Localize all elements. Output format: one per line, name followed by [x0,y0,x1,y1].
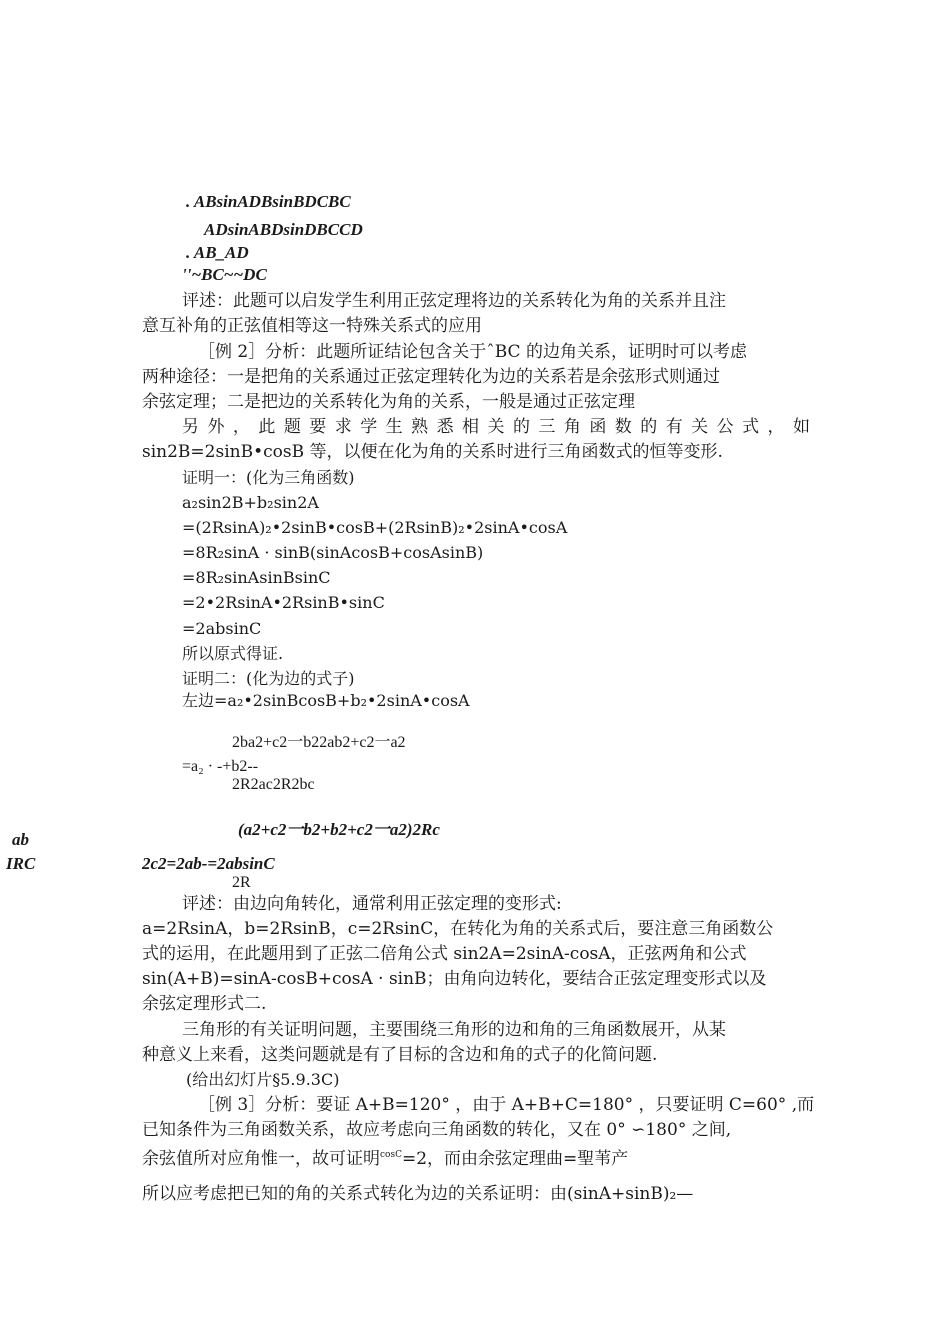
proof1-step6: =2absinC [182,619,262,638]
example3-line3-text-b: =2，而由余弦定理曲=聖苇产 [401,1149,629,1169]
proof1-step5: =2•2RsinA•2RsinB•sinC [182,593,385,612]
proof2-equation: 2c2=2ab-=2absinC [142,854,275,873]
example2-line4: 另 外 ， 此 题 要 求 学 生 熟 悉 相 关 的 三 角 函 数 的 有 关 公 式 ， 如 [182,417,810,437]
example2-line3: 余弦定理；二是把边的关系转化为角的关系，一般是通过正弦定理 [142,392,635,412]
proof1-step1: a₂sin2B+b₂sin2A [182,493,319,512]
proof2-fraction-middle: =a₂ · -+b2-- [182,758,259,775]
example3-line2: 已知条件为三角函数关系，故应考虑向三角函数的转化，又在 0° ∽180° 之间, [142,1120,732,1140]
proof2-fraction-numerator: 2ba2+c2一b22ab2+c2一a2 [232,734,406,751]
review2-line1: 评述：由边向角转化，通常利用正弦定理的变形式: [182,894,562,914]
proof1-step2: =(2RsinA)₂•2sinB•cosB+(2RsinB)₂•2sinA•cosA [182,518,568,537]
paragraph3-line1: 三角形的有关证明问题，主要围绕三角形的边和角的三角函数展开，从某 [182,1020,726,1040]
proof1-title: 证明一：(化为三角函数) [182,468,355,487]
proof2-title: 证明二：(化为边的式子) [182,669,355,688]
formula-line-4: ''~BC~~DC [182,265,267,284]
review2-line5: 余弦定理形式二. [142,994,267,1014]
example3-line3-text-a: 余弦值所对应角惟一，故可证明 [142,1149,380,1169]
formula-line-2: ADsinABDsinDBCCD [204,220,363,239]
review2-line2: a=2RsinA，b=2RsinB，c=2RsinC，在转化为角的关系式后，要注意三角函数公 [142,919,774,939]
proof2-denominator-2: 2R [232,874,251,891]
review2-line4: sin(A+B)=sinA-cosB+cosA · sinB；由角向边转化，要结合正弦定理变形式以及 [142,969,767,989]
example3-line4: 所以应考虑把已知的角的关系式转化为边的关系证明：由(sinA+sinB)₂— [142,1184,694,1204]
example2-line1: ［例 2］分析：此题所证结论包含关于ˆBC 的边角关系，证明时可以考虑 [198,342,747,362]
example3-line3-superscript: cosC [380,1150,402,1160]
paragraph3-line2: 种意义上来看，这类问题就是有了目标的含边和角的式子的化简问题. [142,1045,658,1065]
review1-line1: 评述：此题可以启发学生利用正弦定理将边的关系转化为角的关系并且注 [182,291,726,311]
proof1-step4: =8R₂sinAsinBsinC [182,568,331,587]
formula-line-3: . AB_AD [186,243,249,262]
example3-line1: ［例 3］分析：要证 A+B=120° ，由于 A+B+C=180° ，只要证明 C=60° ,而 [198,1095,815,1115]
review1-line2: 意互补角的正弦值相等这一特殊关系式的应用 [142,316,482,336]
proof2-left-side: 左边=a₂•2sinBcosB+b₂•2sinA•cosA [182,691,470,710]
proof1-conclusion: 所以原式得证. [182,644,284,663]
slide-note: (给出幻灯片§5.9.3C) [186,1070,340,1089]
proof1-step3: =8R₂sinA · sinB(sinAcosB+cosAsinB) [182,543,484,562]
proof2-numerator-2: (a2+c2一b2+b2+c2一a2)2Rc [238,820,440,839]
proof2-fraction-denominator: 2R2ac2R2bc [232,776,315,793]
example2-line5: sin2B=2sinB•cosB 等，以便在化为角的关系时进行三角函数式的恒等变形. [142,442,723,462]
example2-line2: 两种途径：一是把角的关系通过正弦定理转化为边的关系若是余弦形式则通过 [142,367,720,387]
review2-line3: 式的运用，在此题用到了正弦二倍角公式 sin2A=2sinA-cosA，正弦两角和公式 [142,944,747,964]
formula-line-1: . ABsinADBsinBDCBC [186,192,351,211]
proof2-side-rc: IRC [6,854,36,873]
example3-line3 [142,1144,628,1170]
proof2-side-ab: ab [12,830,29,849]
